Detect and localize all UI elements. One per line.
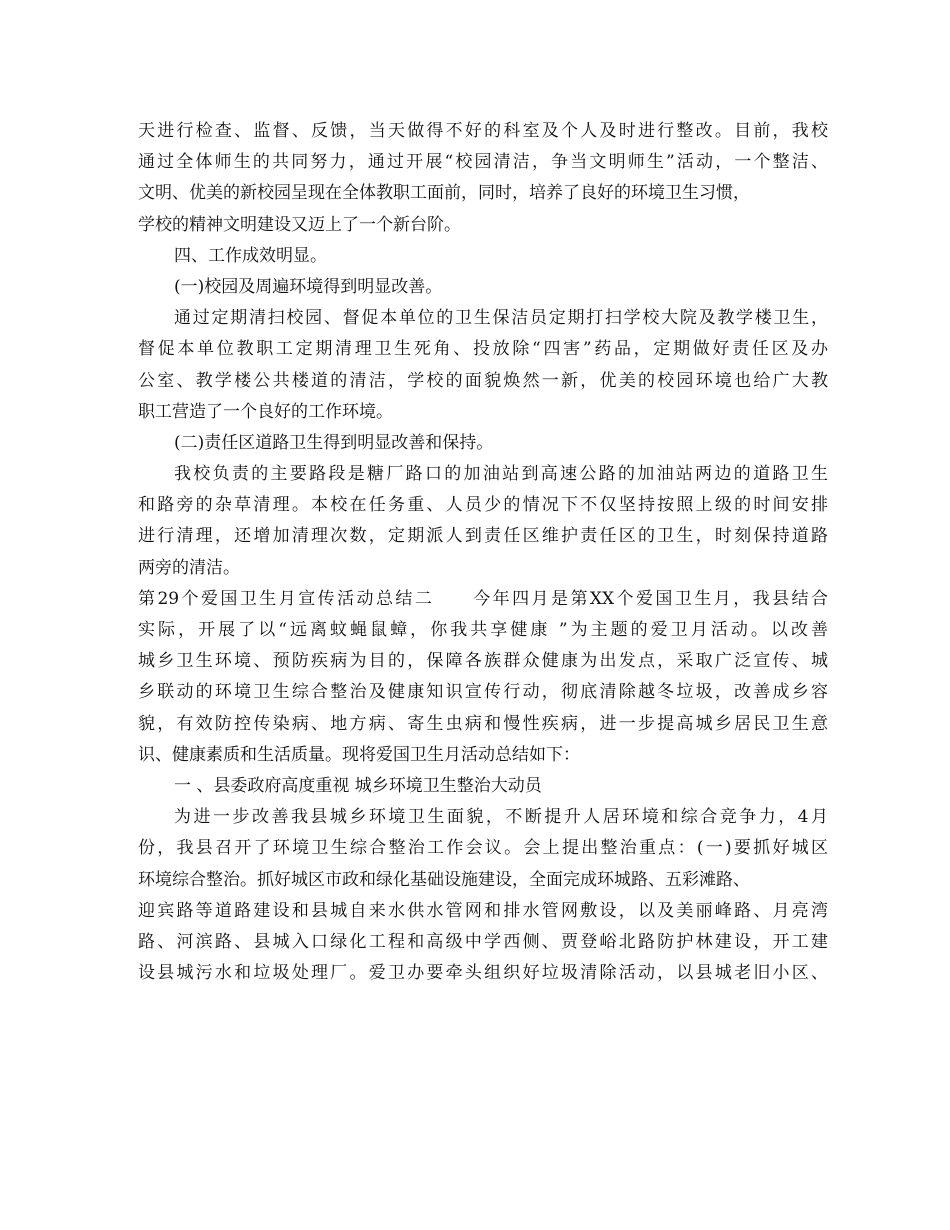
text-line: 识、健康素质和生活质量。现将爱国卫生月活动总结如下： (138, 744, 580, 765)
text-line: 设县城污水和垃圾处理厂。爱卫办要牵头组织好垃圾清除活动，以县城老旧小区、 (138, 963, 828, 984)
text-line: 督促本单位教职工定期清理卫生死角、投放除“四害”药品，定期做好责任区及办 (138, 339, 828, 360)
document-body (138, 116, 828, 989)
text-line: 路、河滨路、县城入口绿化工程和高级中学西侧、贾登峪北路防护林建设，开工建 (138, 931, 828, 952)
text-line: (二)责任区道路卫生得到明显改善和保持。 (174, 432, 494, 453)
text-line: 实际，开展了以“远离蚊蝇鼠蟑，你我共享健康 ”为主题的爱卫月活动。以改善 (138, 620, 828, 640)
text-line: 通过定期清扫校园、督促本单位的卫生保洁员定期打扫学校大院及教学楼卫生， (174, 308, 828, 329)
text-line: 城乡卫生环境、预防疾病为目的，保障各族群众健康为出发点，采取广泛宣传、城 (138, 651, 828, 672)
text-line: 通过全体师生的共同努力，通过开展“校园清洁，争当文明师生”活动，一个整洁、 (138, 152, 828, 173)
text-line: 公室、教学楼公共楼道的清洁，学校的面貌焕然一新，优美的校园环境也给广大教 (138, 370, 828, 391)
text-line: 四、工作成效明显。 (174, 245, 327, 266)
text-line: 两旁的清洁。 (138, 557, 240, 578)
text-line: 文明、优美的新校园呈现在全体教职工面前，同时，培养了良好的环境卫生习惯， (138, 183, 750, 204)
text-line: 貌，有效防控传染病、地方病、寄生虫病和慢性疾病，进一步提高城乡居民卫生意 (138, 713, 828, 734)
text-line: 职工营造了一个良好的工作环境。 (138, 401, 393, 422)
text-line: 环境综合整治。抓好城区市政和绿化基础设施建设，全面完成环城路、五彩滩路、 (138, 869, 750, 890)
text-line: 进行清理，还增加清理次数，定期派人到责任区维护责任区的卫生，时刻保持道路 (138, 526, 828, 547)
text-line: 和路旁的杂草清理。本校在任务重、人员少的情况下不仅坚持按照上级的时间安排 (138, 495, 828, 516)
text-line: 乡联动的环境卫生综合整治及健康知识宣传行动，彻底清除越冬垃圾，改善成乡容 (138, 682, 828, 703)
text-line: (一)校园及周遍环境得到明显改善。 (174, 276, 443, 297)
text-line: 份，我县召开了环境卫生综合整治工作会议。会上提出整治重点：(一)要抓好城区 (138, 838, 828, 859)
text-line: 天进行检查、监督、反馈，当天做得不好的科室及个人及时进行整改。目前，我校 (138, 121, 828, 141)
text-line: 第29个爱国卫生月宣传活动总结二 今年四月是第XX个爱国卫生月，我县结合 (138, 588, 828, 609)
text-line: 为进一步改善我县城乡环境卫生面貌，不断提升人居环境和综合竞争力，4月 (174, 807, 828, 828)
text-line: 我校负责的主要路段是糖厂路口的加油站到高速公路的加油站两边的道路卫生 (174, 464, 828, 485)
text-line: 迎宾路等道路建设和县城自来水供水管网和排水管网敷设，以及美丽峰路、月亮湾 (138, 900, 828, 921)
text-line: 一 、县委政府高度重视 城乡环境卫生整治大动员 (174, 775, 542, 796)
text-line: 学校的精神文明建设又迈上了一个新台阶。 (138, 214, 461, 235)
